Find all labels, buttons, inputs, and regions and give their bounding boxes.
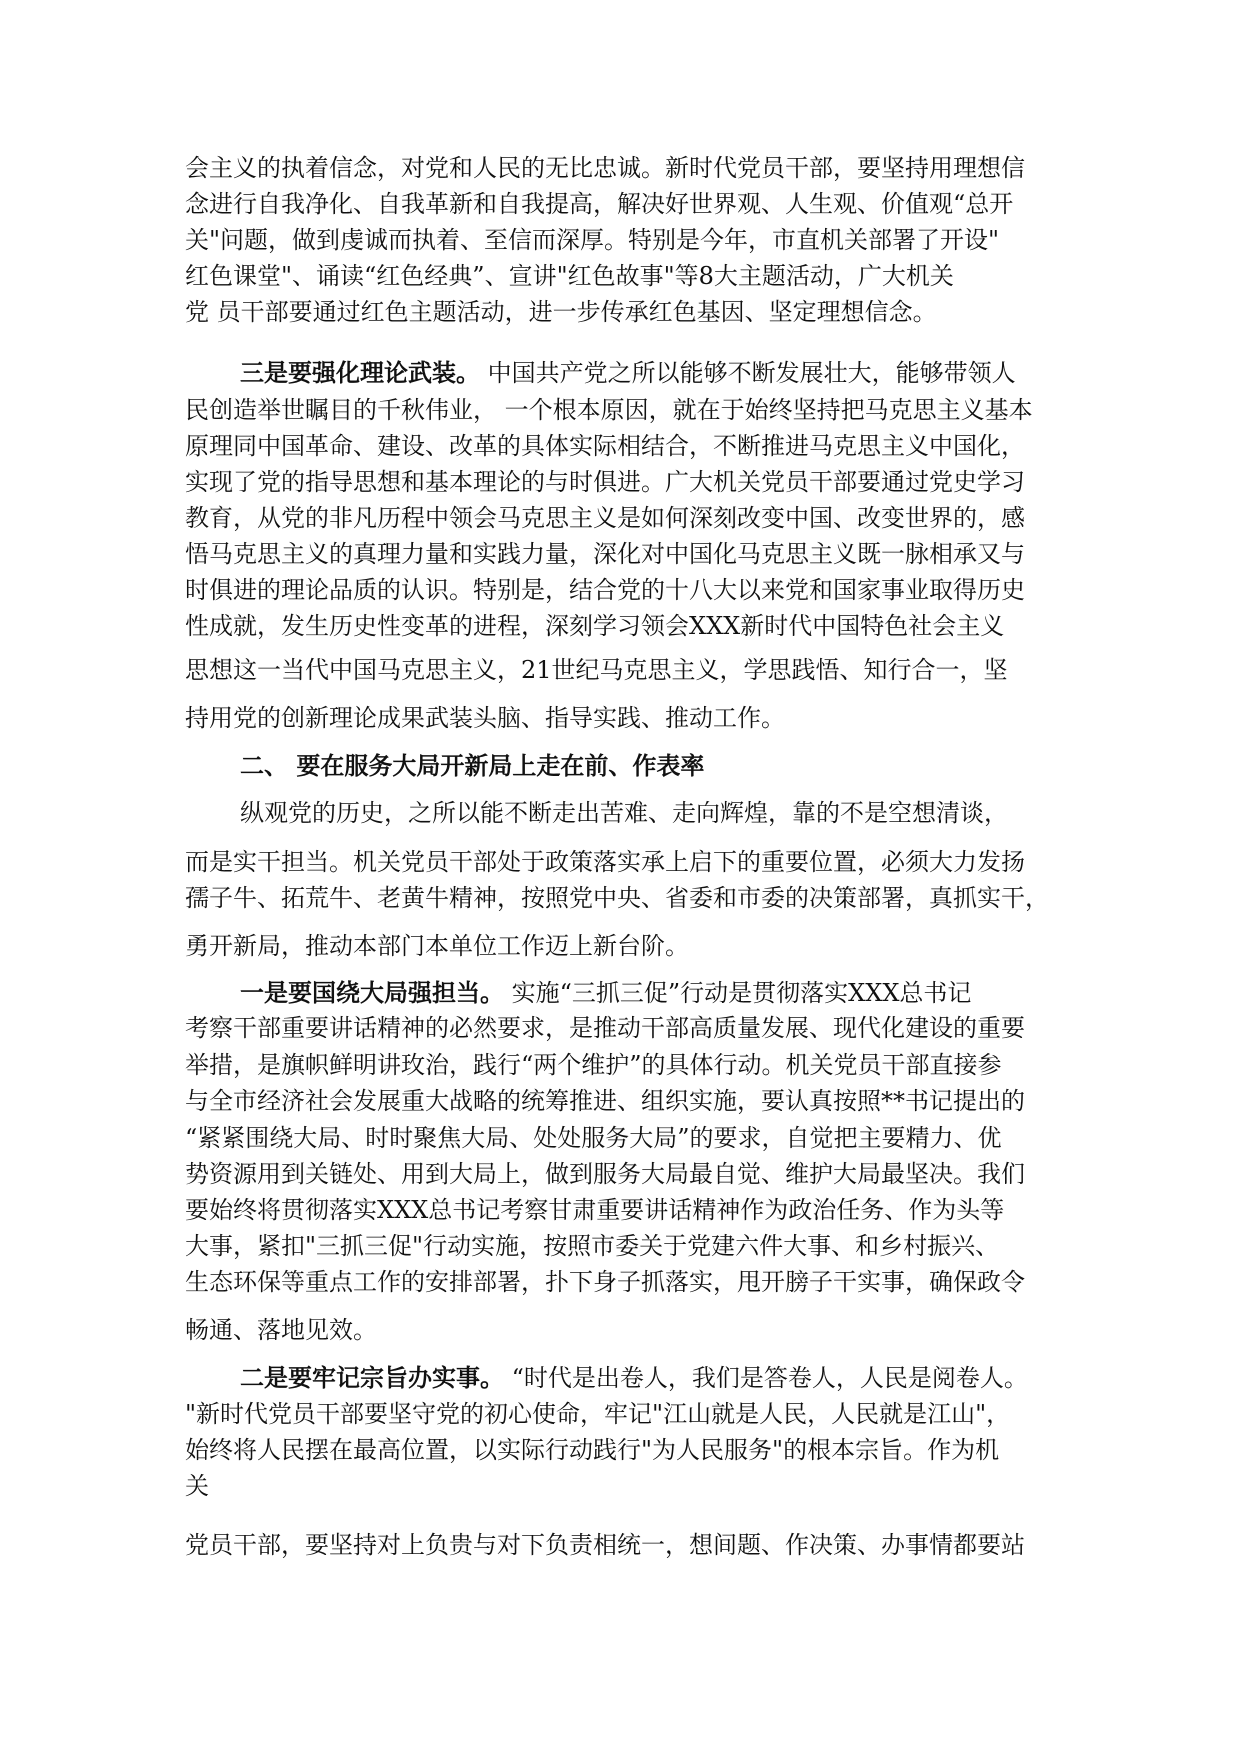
paragraph-text: “时代是出卷人，我们是答卷人，人民是阅卷人。 xyxy=(504,1364,1028,1392)
text-line: 党员干部，要坚持对上负贵与对下负责相统一，想间题、作决策、办事情都要站 xyxy=(185,1531,1025,1559)
text-line xyxy=(240,355,1016,391)
text-line: 思想这一当代中国马克思主义，21世纪马克思主义，学思践悟、知行合一，坚 xyxy=(185,656,1008,684)
text-line xyxy=(240,1360,1028,1396)
text-line: 教育，从党的非凡历程中领会马克思主义是如何深刻改变中国、改变世界的，感 xyxy=(185,504,1025,532)
text-line: 关 xyxy=(185,1472,209,1500)
text-line: 红色课堂"、诵读“红色经典”、宣讲"红色故事"等8大主题活动，广大机关 xyxy=(185,262,954,290)
text-line: 时俱进的理论品质的认识。特别是，结合党的十八大以来党和国家事业取得历史 xyxy=(185,576,1025,604)
text-line: 勇开新局，推动本部门本单位工作迈上新台阶。 xyxy=(185,932,689,960)
text-line: 生态环保等重点工作的安排部署，扑下身子抓落实，甩开膀子干实事，确保政令 xyxy=(185,1268,1025,1296)
text-line xyxy=(240,748,704,784)
text-line: “紧紧围绕大局、时时聚焦大局、处处服务大局”的要求，自觉把主要精力、优 xyxy=(185,1124,1002,1152)
text-line: 考察干部重要讲话精神的必然要求，是推动干部高质量发展、现代化建设的重要 xyxy=(185,1014,1025,1042)
text-line: 原理同中国革命、建设、改革的具体实际相结合，不断推进马克思主义中国化， xyxy=(185,432,1025,460)
text-line: 党 员干部要通过红色主题活动，进一步传承红色基因、坚定理想信念。 xyxy=(185,298,937,326)
text-line: 畅通、落地见效。 xyxy=(185,1316,377,1344)
paragraph-heading: 二、 要在服务大局开新局上走在前、作表率 xyxy=(240,751,705,780)
paragraph-text: 实施“三抓三促”行动是贯彻落实XXX总书记 xyxy=(504,979,972,1007)
text-line: 民创造举世瞩目的千秋伟业， 一个根本原因，就在于始终坚持把马克思主义基本 xyxy=(185,396,1033,424)
paragraph-text: 中国共产党之所以能够不断发展壮大，能够带领人 xyxy=(480,359,1016,387)
paragraph-heading: 一是要国绕大局强担当。 xyxy=(240,978,504,1007)
text-line: 性成就，发生历史性变革的进程，深刻学习领会XXX新时代中国特色社会主义 xyxy=(185,612,1005,640)
text-line: 持用党的创新理论成果武装头脑、指导实践、推动工作。 xyxy=(185,704,785,732)
paragraph-heading: 三是要强化理论武装。 xyxy=(240,358,480,387)
text-line: 与全市经济社会发展重大战略的统筹推进、组织实施，要认真按照**书记提出的 xyxy=(185,1087,1025,1115)
text-line: 要始终将贯彻落实XXX总书记考察甘肃重要讲话精神作为政治任务、作为头等 xyxy=(185,1196,1005,1224)
text-line: 大事，紧扣"三抓三促"行动实施，按照市委关于党建六件大事、和乡村振兴、 xyxy=(185,1232,1000,1260)
text-line: 势资源用到关链处、用到大局上，做到服务大局最自觉、维护大局最坚决。我们 xyxy=(185,1160,1025,1188)
text-line: 关"问题，做到虔诚而执着、至信而深厚。特别是今年，市直机关部署了开设" xyxy=(185,226,1000,254)
text-line: 而是实干担当。机关党员干部处于政策落实承上启下的重要位置，必须大力发扬 xyxy=(185,848,1025,876)
text-line xyxy=(240,975,971,1011)
text-line: 举措，是旗帜鲜明讲玫治，践行“两个维护”的具体行动。机关党员干部直接参 xyxy=(185,1051,1002,1079)
text-line: 实现了党的指导思想和基本理论的与时俱进。广大机关党员干部要通过党史学习 xyxy=(185,468,1025,496)
text-line: 会主义的执着信念，对党和人民的无比忠诚。新时代党员干部，要坚持用理想信 xyxy=(185,154,1025,182)
paragraph-heading: 二是要牢记宗旨办实事。 xyxy=(240,1363,504,1392)
text-line: 念进行自我净化、自我革新和自我提高，解决好世界观、人生观、价值观“总开 xyxy=(185,190,1014,218)
text-line: "新时代党员干部要坚守党的初心使命，牢记"江山就是人民，人民就是江山"， xyxy=(185,1400,1011,1428)
text-line: 孺子牛、拓荒牛、老黄牛精神，按照党中央、省委和市委的决策部署，真抓实干， xyxy=(185,884,1049,912)
text-line: 悟马克思主义的真理力量和实践力量，深化对中国化马克思主义既一脉相承又与 xyxy=(185,540,1025,568)
text-line: 纵观党的历史，之所以能不断走出苦难、走向辉煌，靠的不是空想清谈， xyxy=(240,799,1008,827)
text-line: 始终将人民摆在最高位置，以实际行动践行"为人民服务"的根本宗旨。作为机 xyxy=(185,1436,1000,1464)
